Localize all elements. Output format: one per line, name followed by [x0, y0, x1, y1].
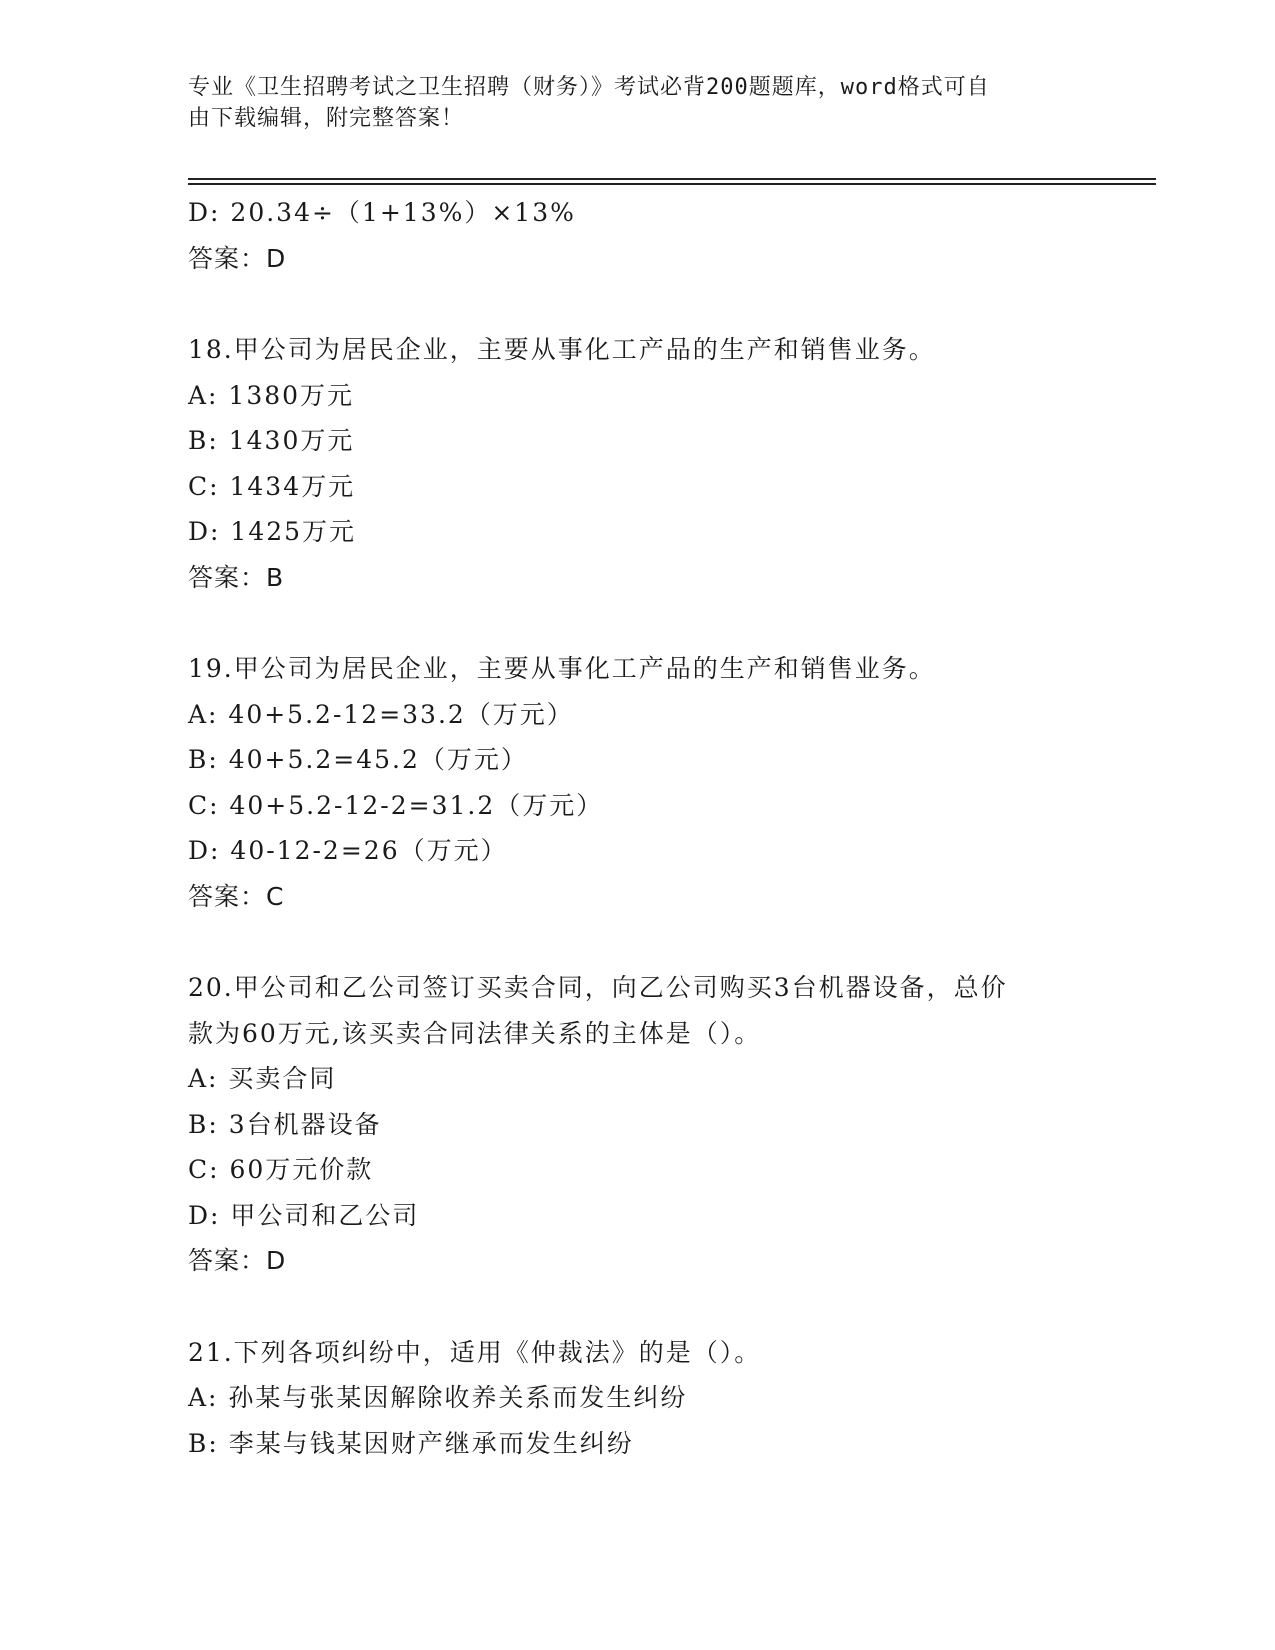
answer-label: 答案：D — [188, 1246, 287, 1275]
answer-label: 答案：D — [188, 243, 287, 273]
option-a: A: 孙某与张某因解除收养关系而发生纠纷 — [188, 1383, 688, 1412]
answer-label: 答案：C — [188, 881, 285, 911]
option-a: A: 买卖合同 — [188, 1064, 337, 1093]
option-d: D: 甲公司和乙公司 — [188, 1200, 420, 1230]
answer-label: 答案：B — [188, 562, 285, 592]
spacer — [188, 600, 1108, 646]
option-b: B: 李某与钱某因财产继承而发生纠纷 — [188, 1428, 634, 1458]
option-b: B: 40+5.2=45.2（万元） — [188, 745, 528, 774]
option-b: B: 1430万元 — [188, 426, 355, 455]
question-text: 21.下列各项纠纷中，适用《仲裁法》的是（）。 — [188, 1337, 762, 1367]
option-c: C: 40+5.2-12-2=31.2（万元） — [188, 790, 604, 820]
option-b: B: 3台机器设备 — [188, 1109, 382, 1139]
option-a: A: 40+5.2-12=33.2（万元） — [188, 699, 574, 729]
option-c: C: 1434万元 — [188, 471, 356, 501]
document-header — [188, 72, 1068, 134]
question-block-19 — [188, 646, 1108, 919]
spacer — [188, 1284, 1108, 1330]
question-text-line-1: 20.甲公司和乙公司签订买卖合同，向乙公司购买3台机器设备，总价 — [188, 973, 1008, 1002]
question-block-20 — [188, 965, 1108, 1284]
option-a: A: 1380万元 — [188, 380, 355, 410]
option-c: C: 60万元价款 — [188, 1155, 374, 1184]
option-d: D: 40-12-2=26（万元） — [188, 836, 508, 865]
spacer — [188, 281, 1108, 327]
question-list — [188, 190, 1108, 1466]
header-title-line-1: 专业《卫生招聘考试之卫生招聘（财务）》考试必背200题题库，word格式可自 — [188, 75, 990, 100]
question-text: 19.甲公司为居民企业，主要从事化工产品的生产和销售业务。 — [188, 654, 936, 683]
header-divider-bottom — [188, 183, 1156, 185]
question-text-line-2: 款为60万元,该买卖合同法律关系的主体是（）。 — [188, 1018, 762, 1048]
question-block-18 — [188, 327, 1108, 600]
question-text: 18.甲公司为居民企业，主要从事化工产品的生产和销售业务。 — [188, 335, 936, 364]
question-block-17 — [188, 190, 1108, 281]
header-title-line-2: 由下载编辑，附完整答案！ — [188, 106, 465, 131]
question-block-21 — [188, 1330, 1108, 1467]
spacer — [188, 919, 1108, 965]
header-divider-top — [188, 178, 1156, 180]
option-d: D: 20.34÷（1+13%）×13% — [188, 198, 576, 227]
option-d: D: 1425万元 — [188, 517, 357, 546]
